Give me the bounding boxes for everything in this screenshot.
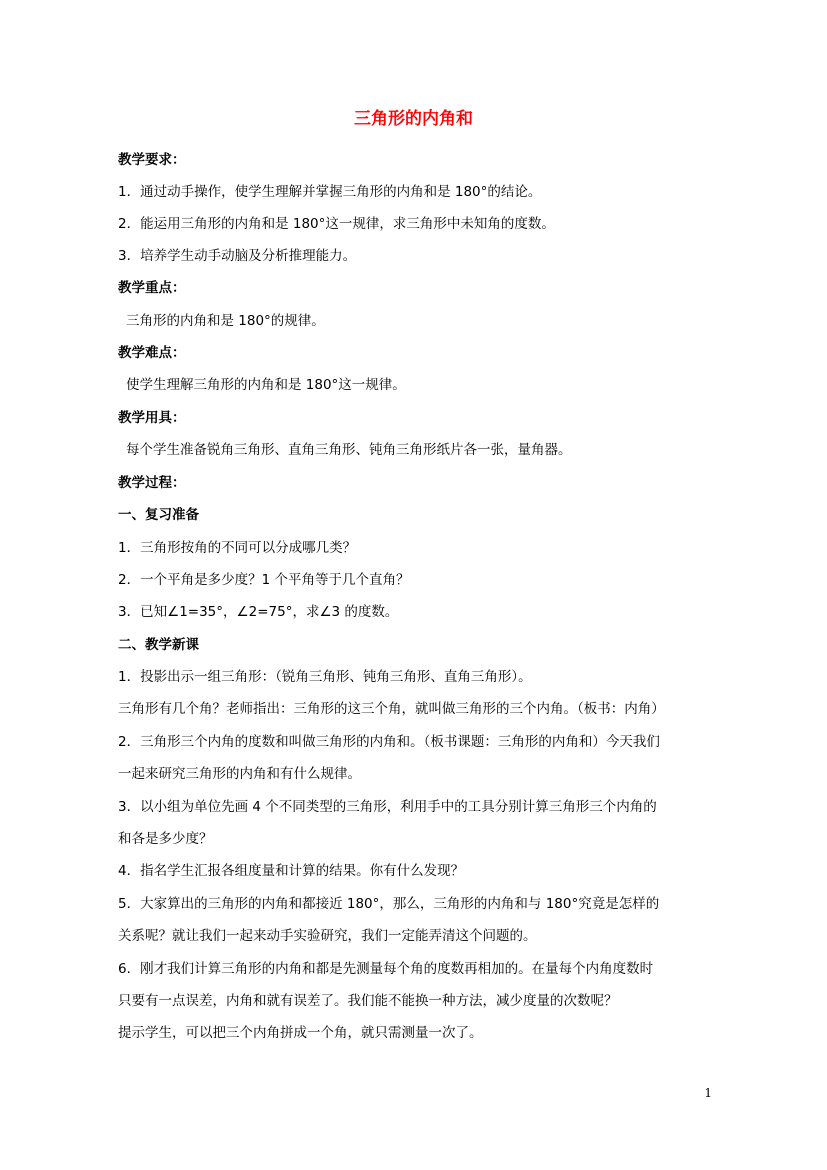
heading-key-points: 教学重点： xyxy=(118,280,186,296)
lesson-item-2-cont: 一起来研究三角形的内角和有什么规律。 xyxy=(118,766,361,782)
requirement-1: 1．通过动手操作，使学生理解并掌握三角形的内角和是 180°的结论。 xyxy=(118,184,542,200)
heading-tools: 教学用具： xyxy=(118,410,186,426)
lesson-item-3: 3．以小组为单位先画 4 个不同类型的三角形，利用手中的工具分别计算三角形三个内角的 xyxy=(118,799,657,815)
lesson-item-4: 4．指名学生汇报各组度量和计算的结果。你有什么发现？ xyxy=(118,863,465,879)
tools-text: 每个学生准备锐角三角形、直角三角形、钝角三角形纸片各一张，量角器。 xyxy=(126,442,572,458)
section-review: 一、复习准备 xyxy=(118,507,199,523)
lesson-item-6: 6．刚才我们计算三角形的内角和都是先测量每个角的度数再相加的。在量每个内角度数时 xyxy=(118,961,654,977)
review-item-2: 2．一个平角是多少度？1 个平角等于几个直角？ xyxy=(118,572,410,588)
key-point-text: 三角形的内角和是 180°的规律。 xyxy=(126,313,325,329)
review-item-1: 1．三角形按角的不同可以分成哪几类？ xyxy=(118,540,357,556)
review-item-3: 3．已知∠1=35°，∠2=75°，求∠3 的度数。 xyxy=(118,604,399,620)
lesson-item-3-cont: 和各是多少度？ xyxy=(118,831,213,847)
heading-requirements: 教学要求： xyxy=(118,152,186,168)
section-new-lesson: 二、教学新课 xyxy=(118,637,199,653)
lesson-item-1-cont: 三角形有几个角？老师指出：三角形的这三个角，就叫做三角形的三个内角。（板书：内角） xyxy=(118,701,665,717)
document-title: 三角形的内角和 xyxy=(354,109,473,129)
lesson-hint: 提示学生，可以把三个内角拼成一个角，就只需测量一次了。 xyxy=(118,1025,483,1041)
lesson-item-6-cont: 只要有一点误差，内角和就有误差了。我们能不能换一种方法，减少度量的次数呢？ xyxy=(118,993,618,1009)
requirement-3: 3．培养学生动手动脑及分析推理能力。 xyxy=(118,248,357,264)
lesson-item-5-cont: 关系呢？就让我们一起来动手实验研究，我们一定能弄清这个问题的。 xyxy=(118,928,537,944)
lesson-item-5: 5．大家算出的三角形的内角和都接近 180°，那么，三角形的内角和与 180°究竟是怎样的 xyxy=(118,896,660,912)
heading-difficulties: 教学难点： xyxy=(118,345,186,361)
lesson-item-1: 1．投影出示一组三角形：（锐角三角形、钝角三角形、直角三角形）。 xyxy=(118,669,532,685)
heading-process: 教学过程： xyxy=(118,475,186,491)
requirement-2: 2．能运用三角形的内角和是 180°这一规律，求三角形中未知角的度数。 xyxy=(118,216,555,232)
difficulty-text: 使学生理解三角形的内角和是 180°这一规律。 xyxy=(126,377,406,393)
page-number: 1 xyxy=(704,1086,712,1100)
lesson-item-2: 2．三角形三个内角的度数和叫做三角形的内角和。（板书课题：三角形的内角和）今天我们 xyxy=(118,734,660,750)
